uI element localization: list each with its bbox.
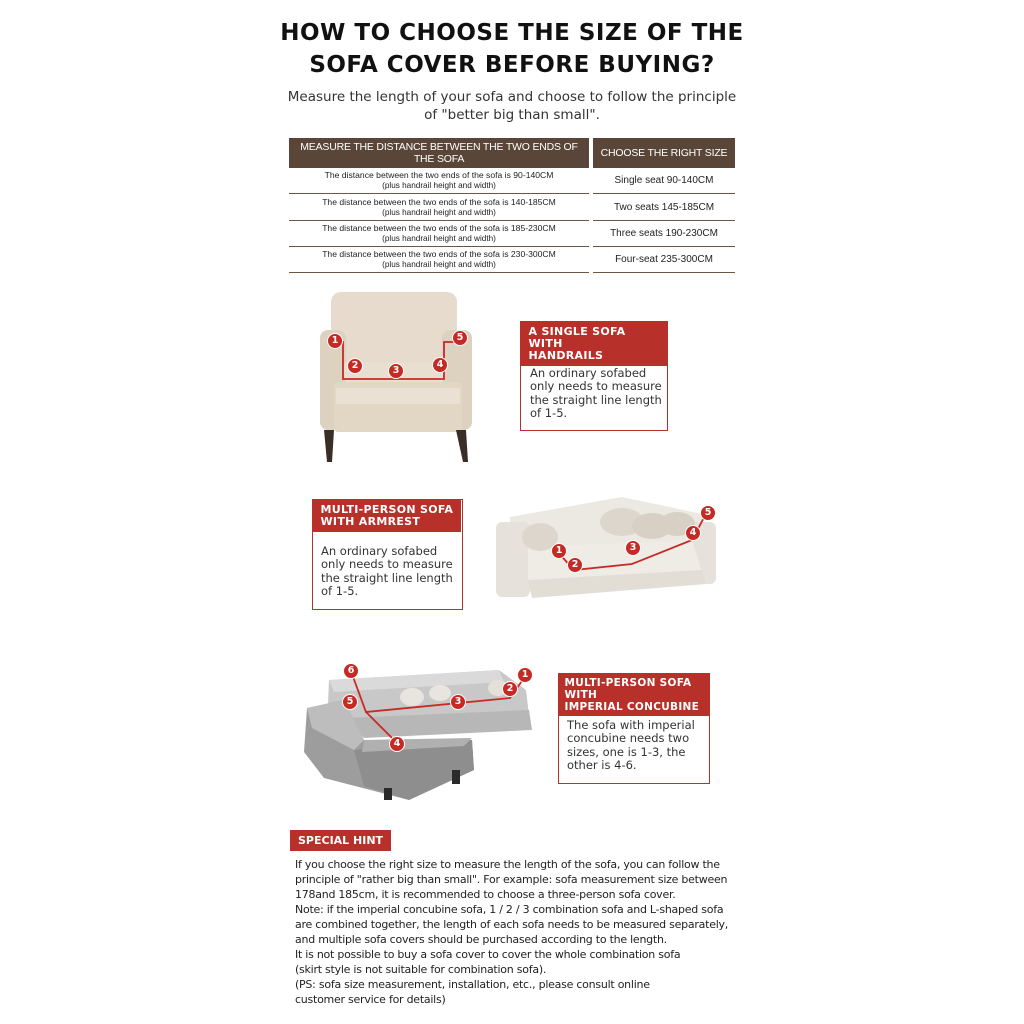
size-cell: Three seats 190-230CM	[593, 221, 735, 247]
marker-2: 2	[347, 358, 363, 374]
marker-6: 6	[343, 663, 359, 679]
callout-text: An ordinary sofabed only needs to measure the straight line length of 1-5.	[321, 544, 453, 598]
table-header-size: CHOOSE THE RIGHT SIZE	[593, 138, 735, 168]
size-cell: Four-seat 235-300CM	[593, 247, 735, 273]
table-row	[289, 195, 735, 221]
special-hint-heading: SPECIAL HINT	[290, 830, 391, 851]
table-row	[289, 168, 735, 194]
marker-2: 2	[567, 557, 583, 573]
marker-5: 5	[700, 505, 716, 521]
marker-1: 1	[551, 543, 567, 559]
marker-4: 4	[432, 357, 448, 373]
single-sofa-callout	[520, 321, 668, 431]
page-title-line-2: SOFA COVER BEFORE BUYING?	[309, 52, 715, 78]
marker-5: 5	[452, 330, 468, 346]
marker-1: 1	[327, 333, 343, 349]
marker-4: 4	[685, 525, 701, 541]
special-hint-text: If you choose the right size to measure the length of the sofa, you can follow the principle of "rather big than small". For example: sofa measurement size between 178and 185cm, it is recommended to choose a three-person sofa cover. Note: if the imperial concubine sofa, 1 / 2 / 3 combination sofa and L-shaped sofa are combined together, the length of each sofa needs to be measured separately, and multiple sofa covers should be purchased according to the length. It is not possible to buy a sofa cover to cover the whole combination sofa (skirt style is not suitable for combination sofa). (PS: sofa size measurement, installation, etc., please consult online customer service for details)	[295, 858, 729, 1006]
size-cell: Two seats 145-185CM	[593, 195, 735, 221]
callout-heading: MULTI-PERSON SOFA WITH ARMREST	[312, 499, 462, 532]
marker-3: 3	[450, 694, 466, 710]
l-shaped-sofa-illustration	[304, 660, 536, 808]
table-header-measure: MEASURE THE DISTANCE BETWEEN THE TWO ENDS OF THE SOFA	[289, 138, 589, 168]
marker-5: 5	[342, 694, 358, 710]
callout-heading: A SINGLE SOFA WITH HANDRAILS	[520, 321, 668, 366]
callout-text: The sofa with imperial concubine needs two sizes, one is 1-3, the other is 4-6.	[567, 718, 695, 772]
callout-text: An ordinary sofabed only needs to measure the straight line length of 1-5.	[530, 366, 662, 420]
marker-3: 3	[625, 540, 641, 556]
callout-heading: MULTI-PERSON SOFA WITH IMPERIAL CONCUBINE	[558, 673, 710, 716]
marker-3: 3	[388, 363, 404, 379]
subtitle-line-2: of "better big than small".	[424, 107, 600, 123]
marker-4: 4	[389, 736, 405, 752]
measure-cell: The distance between the two ends of the sofa is 140-185CM (plus handrail height and width)	[289, 195, 589, 221]
multi-sofa-callout	[312, 499, 463, 610]
table-row	[289, 247, 735, 273]
page-title-line-1: HOW TO CHOOSE THE SIZE OF THE	[280, 20, 744, 46]
three-seat-sofa-illustration	[492, 492, 722, 604]
subtitle-line-1: Measure the length of your sofa and choose to follow the principle	[287, 89, 737, 105]
marker-2: 2	[502, 681, 518, 697]
measure-cell: The distance between the two ends of the sofa is 90-140CM (plus handrail height and width)	[289, 168, 589, 194]
table-row	[289, 221, 735, 247]
concubine-sofa-callout	[558, 673, 710, 784]
measure-cell: The distance between the two ends of the sofa is 185-230CM (plus handrail height and width)	[289, 221, 589, 247]
size-cell: Single seat 90-140CM	[593, 168, 735, 194]
measure-cell: The distance between the two ends of the sofa is 230-300CM (plus handrail height and width)	[289, 247, 589, 273]
marker-1: 1	[517, 667, 533, 683]
